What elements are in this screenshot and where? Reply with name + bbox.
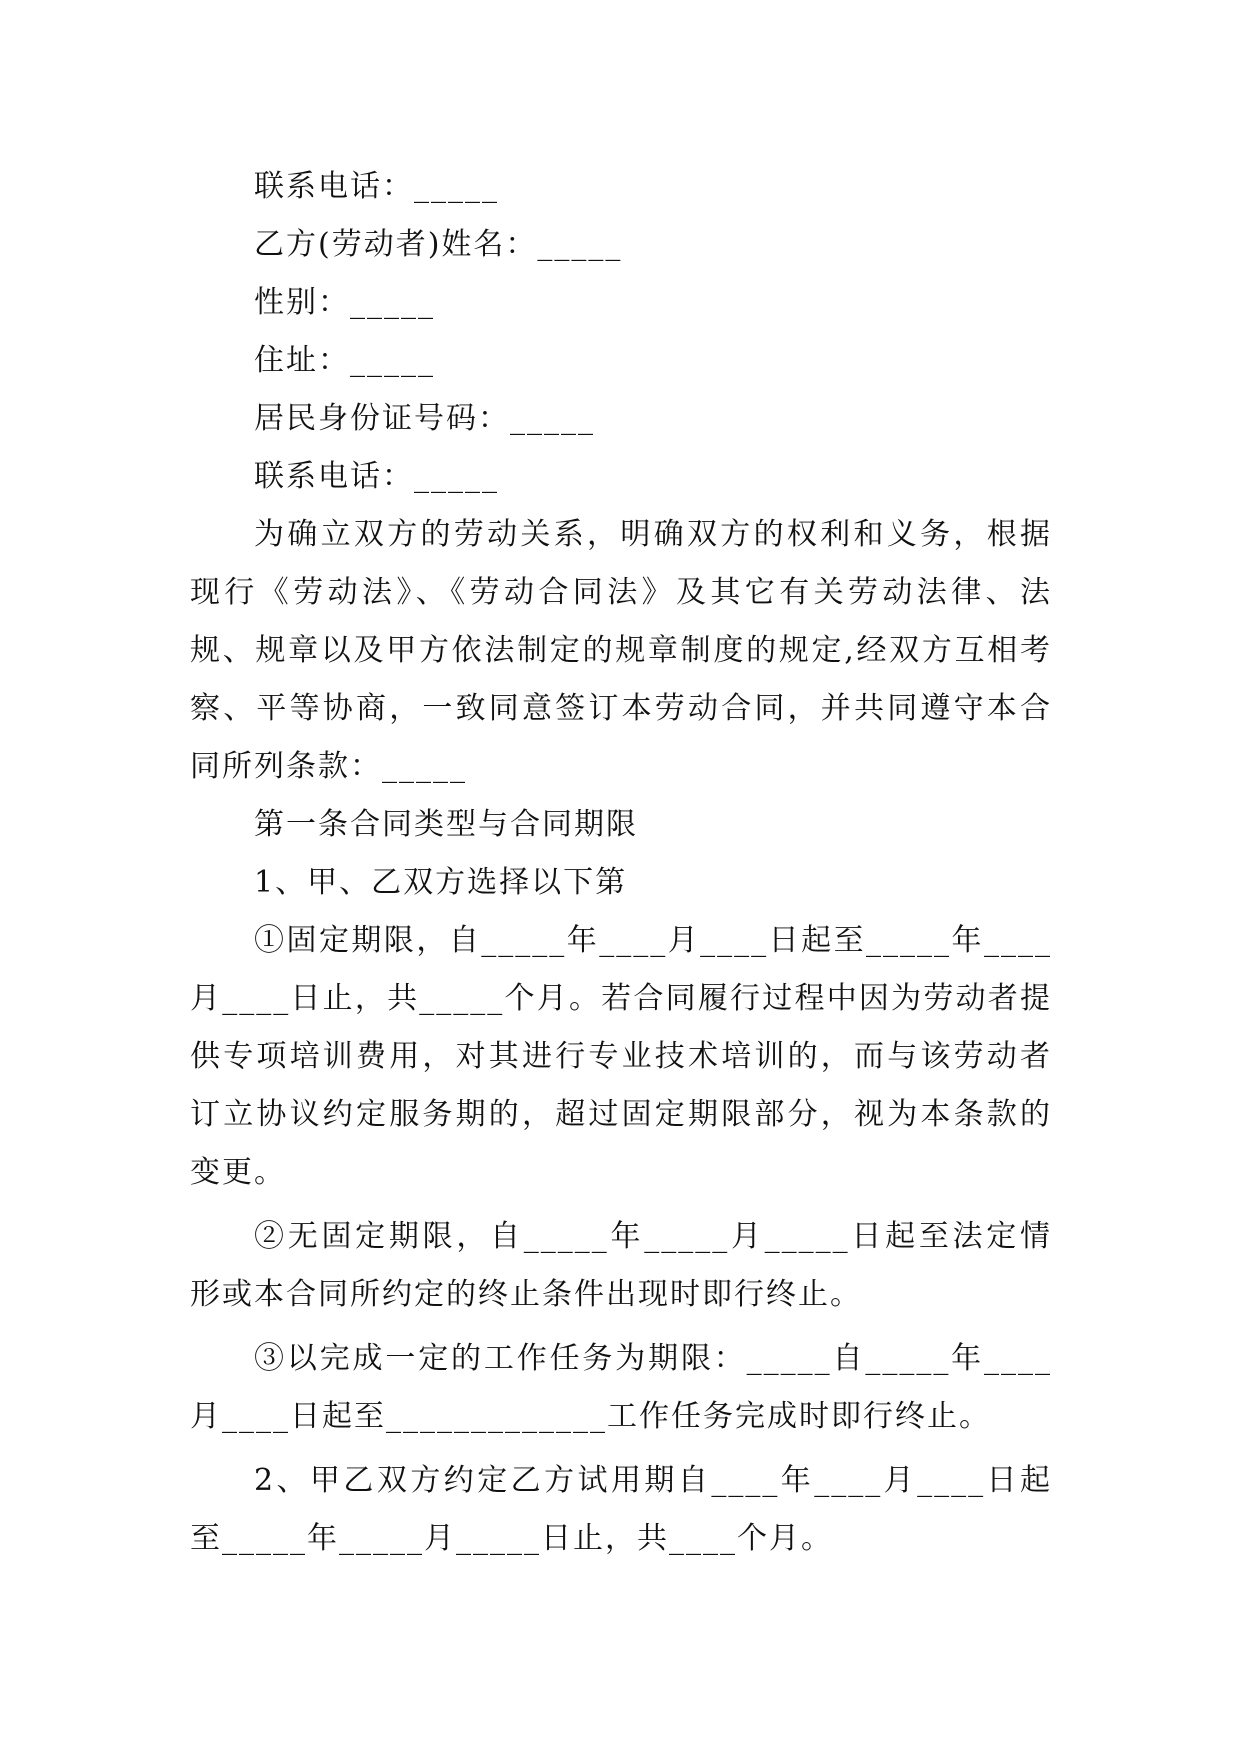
party-b-gender: 性别：_____	[254, 285, 435, 320]
party-b-address: 住址：_____	[254, 343, 435, 378]
party-a-phone: 联系电话：_____	[254, 169, 499, 204]
document-body	[190, 158, 1052, 1568]
article-1-option-fixed-term: ①固定期限，自_____年____月____日起至_____年____月____日止，共_____个月。若合同履行过程中因为劳动者提供专项培训费用，对其进行专业技术培训的，而与该劳动者订立协议约定服务期的，超过固定期限部分，视为本条款的变更。	[190, 923, 1052, 1190]
article-1-item-1-intro: 1、甲、乙双方选择以下第	[254, 865, 628, 900]
party-b-id-number: 居民身份证号码：_____	[254, 401, 595, 436]
article-1-item-2-probation: 2、甲乙双方约定乙方试用期自____年____月____日起至_____年_____月_____日止，共____个月。	[190, 1463, 1052, 1556]
party-b-name: 乙方(劳动者)姓名：_____	[254, 227, 623, 262]
article-1-title: 第一条合同类型与合同期限	[254, 807, 638, 842]
party-b-phone: 联系电话：_____	[254, 459, 499, 494]
article-1-option-open-term: ②无固定期限，自_____年_____月_____日起至法定情形或本合同所约定的终止条件出现时即行终止。	[190, 1219, 1052, 1312]
article-1-option-task-term: ③以完成一定的工作任务为期限：_____自_____年____月____日起至_____________工作任务完成时即行终止。	[190, 1341, 1052, 1434]
contract-preamble: 为确立双方的劳动关系，明确双方的权利和义务，根据现行《劳动法》、《劳动合同法》及其它有关劳动法律、法规、规章以及甲方依法制定的规章制度的规定,经双方互相考察、平等协商，一致同意签订本劳动合同，并共同遵守本合同所列条款：_____	[190, 517, 1052, 784]
